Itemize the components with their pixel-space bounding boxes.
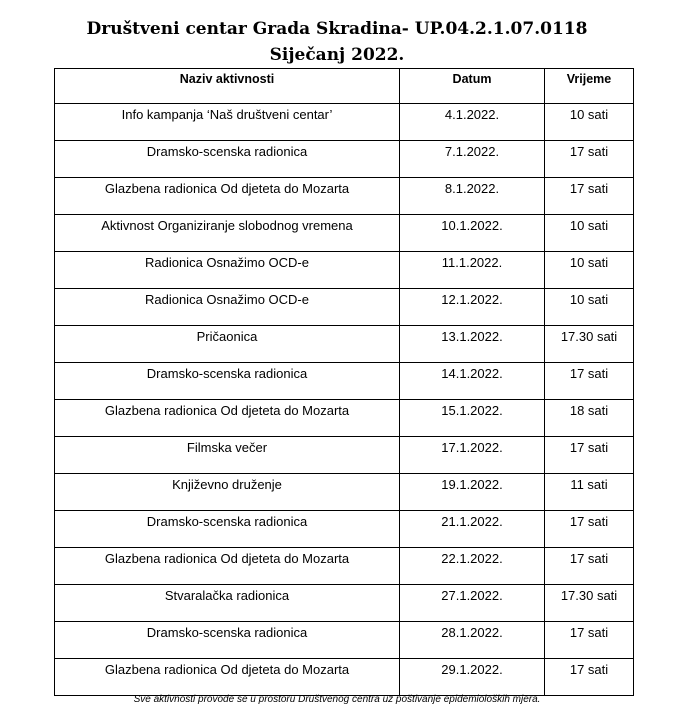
table-row <box>55 622 634 659</box>
date-cell: 14.1.2022. <box>400 363 545 400</box>
table-row <box>55 104 634 141</box>
time-cell: 17 sati <box>545 437 634 474</box>
activity-cell: Radionica Osnažimo OCD-e <box>55 252 400 289</box>
time-cell: 17.30 sati <box>545 326 634 363</box>
time-cell: 10 sati <box>545 104 634 141</box>
time-cell: 17 sati <box>545 622 634 659</box>
activity-cell: Dramsko-scenska radionica <box>55 622 400 659</box>
date-cell: 10.1.2022. <box>400 215 545 252</box>
date-cell: 11.1.2022. <box>400 252 545 289</box>
activity-cell: Glazbena radionica Od djeteta do Mozarta <box>55 548 400 585</box>
table-row <box>55 178 634 215</box>
activity-cell: Književno druženje <box>55 474 400 511</box>
table-row <box>55 437 634 474</box>
activity-cell: Pričaonica <box>55 326 400 363</box>
date-cell: 8.1.2022. <box>400 178 545 215</box>
date-cell: 19.1.2022. <box>400 474 545 511</box>
table-row <box>55 289 634 326</box>
date-cell: 28.1.2022. <box>400 622 545 659</box>
activity-cell: Dramsko-scenska radionica <box>55 141 400 178</box>
date-cell: 7.1.2022. <box>400 141 545 178</box>
time-cell: 10 sati <box>545 252 634 289</box>
table-row <box>55 400 634 437</box>
table-row <box>55 141 634 178</box>
footer-note: Sve aktivnosti provode se u prostoru Društvenog centra uz poštivanje epidemioloških mjera. <box>133 694 541 705</box>
table-header-row <box>55 69 634 104</box>
table-row <box>55 326 634 363</box>
time-cell: 17 sati <box>545 141 634 178</box>
table-row <box>55 511 634 548</box>
page-title: Društveni centar Grada Skradina- UP.04.2.1.07.0118 <box>86 19 588 39</box>
table-row <box>55 215 634 252</box>
date-cell: 15.1.2022. <box>400 400 545 437</box>
table-row <box>55 659 634 696</box>
table-row <box>55 363 634 400</box>
table-row <box>55 252 634 289</box>
time-cell: 10 sati <box>545 289 634 326</box>
activity-cell: Stvaralačka radionica <box>55 585 400 622</box>
date-cell: 17.1.2022. <box>400 437 545 474</box>
activity-cell: Radionica Osnažimo OCD-e <box>55 289 400 326</box>
activity-cell: Dramsko-scenska radionica <box>55 511 400 548</box>
column-header-time: Vrijeme <box>545 69 634 104</box>
column-header-activity: Naziv aktivnosti <box>55 69 400 104</box>
time-cell: 17 sati <box>545 659 634 696</box>
table-row <box>55 548 634 585</box>
date-cell: 29.1.2022. <box>400 659 545 696</box>
activity-cell: Glazbena radionica Od djeteta do Mozarta <box>55 400 400 437</box>
activity-cell: Glazbena radionica Od djeteta do Mozarta <box>55 178 400 215</box>
activity-cell: Info kampanja ‘Naš društveni centar’ <box>55 104 400 141</box>
date-cell: 21.1.2022. <box>400 511 545 548</box>
column-header-date: Datum <box>400 69 545 104</box>
activity-cell: Filmska večer <box>55 437 400 474</box>
activity-cell: Aktivnost Organiziranje slobodnog vremena <box>55 215 400 252</box>
time-cell: 17 sati <box>545 363 634 400</box>
page-subtitle: Siječanj 2022. <box>269 45 405 65</box>
time-cell: 17.30 sati <box>545 585 634 622</box>
time-cell: 17 sati <box>545 178 634 215</box>
date-cell: 22.1.2022. <box>400 548 545 585</box>
table-row <box>55 474 634 511</box>
activity-cell: Glazbena radionica Od djeteta do Mozarta <box>55 659 400 696</box>
table-row <box>55 585 634 622</box>
time-cell: 17 sati <box>545 511 634 548</box>
activity-cell: Dramsko-scenska radionica <box>55 363 400 400</box>
time-cell: 10 sati <box>545 215 634 252</box>
activity-table <box>54 68 634 696</box>
date-cell: 4.1.2022. <box>400 104 545 141</box>
date-cell: 27.1.2022. <box>400 585 545 622</box>
date-cell: 12.1.2022. <box>400 289 545 326</box>
time-cell: 11 sati <box>545 474 634 511</box>
time-cell: 17 sati <box>545 548 634 585</box>
time-cell: 18 sati <box>545 400 634 437</box>
date-cell: 13.1.2022. <box>400 326 545 363</box>
